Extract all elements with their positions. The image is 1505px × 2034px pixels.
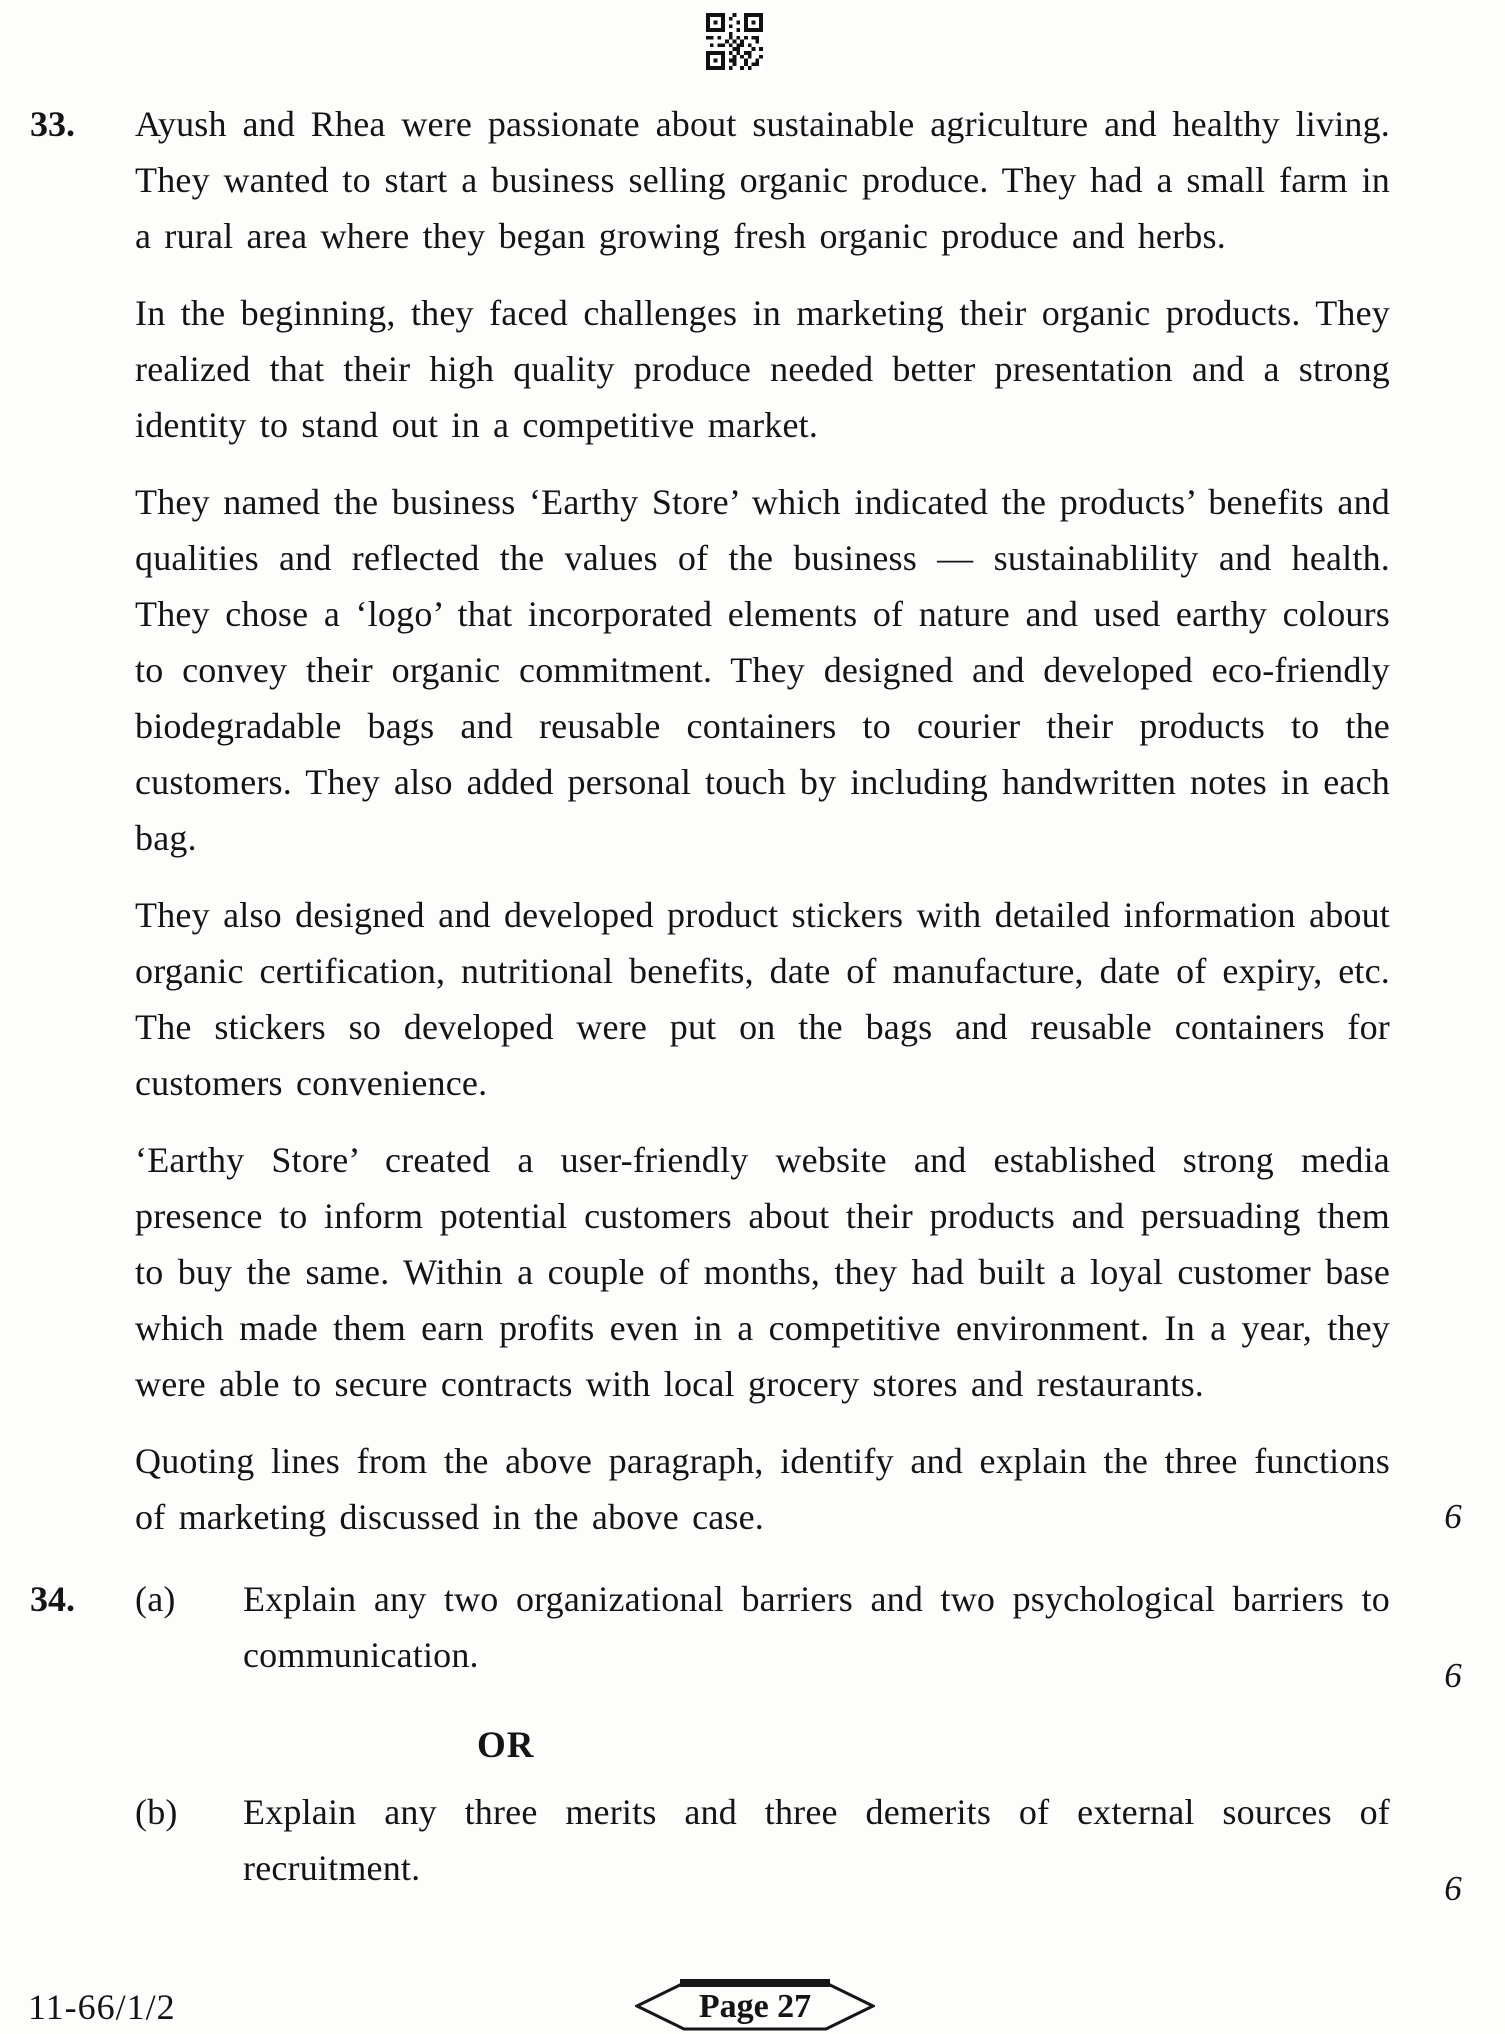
question-34-number: 34. bbox=[30, 1579, 75, 1619]
question-34-part-a bbox=[135, 1571, 1462, 1704]
part-a-marks: 6 bbox=[1444, 1656, 1462, 1695]
part-b-text: Explain any three merits and three demerits of external sources of recruitment. bbox=[243, 1792, 1390, 1888]
case-paragraph-3: They named the business ‘Earthy Store’ which indicated the products’ benefits and qualities and reflected the values of the business — sustainablility and health. They chose a ‘logo’ that incorporated elements of nature and used earthy colours to convey their organic commitment. They designed and developed eco-friendly biodegradable bags and reusable containers to courier their products to the customers. They also added personal touch by including handwritten notes in each bag. bbox=[135, 482, 1390, 858]
question-33-body bbox=[135, 96, 1462, 1545]
question-34-part-b bbox=[135, 1784, 1462, 1917]
part-b-marks: 6 bbox=[1444, 1869, 1462, 1908]
question-33 bbox=[30, 96, 1465, 1545]
page-content bbox=[30, 96, 1465, 1917]
question-33-marks: 6 bbox=[1444, 1497, 1462, 1536]
question-33-number: 33. bbox=[30, 104, 75, 144]
part-a-label: (a) bbox=[135, 1579, 176, 1619]
part-b-label: (b) bbox=[135, 1792, 178, 1832]
case-paragraph-5: ‘Earthy Store’ created a user-friendly website and established strong media presence to inform potential customers about their products and persuading them to buy the same. Within a couple of months, they had built a loyal customer base which made them earn profits even in a competitive environment. In a year, they were able to secure contracts with local grocery stores and restaurants. bbox=[135, 1140, 1390, 1404]
case-paragraph-1: Ayush and Rhea were passionate about sustainable agriculture and healthy living. They wanted to start a business selling organic produce. They had a small farm in a rural area where they began growing fresh organic produce and herbs. bbox=[135, 104, 1390, 256]
part-a-text: Explain any two organizational barriers and two psychological barriers to communication. bbox=[243, 1579, 1390, 1675]
or-separator: OR bbox=[477, 1725, 535, 1766]
case-paragraph-4: They also designed and developed product stickers with detailed information about organic certification, nutritional benefits, date of manufacture, date of expiry, etc. The stickers so developed were put on the bags and reusable containers for customers convenience. bbox=[135, 895, 1390, 1103]
qr-code-icon bbox=[706, 13, 763, 70]
question-33-prompt-row bbox=[135, 1433, 1462, 1545]
question-34 bbox=[30, 1571, 1465, 1917]
question-33-prompt: Quoting lines from the above paragraph, identify and explain the three functions of marketing discussed in the above case. bbox=[135, 1441, 1390, 1537]
case-paragraph-2: In the beginning, they faced challenges in marketing their organic products. They realized that their high quality produce needed better presentation and a strong identity to stand out in a competitive market. bbox=[135, 293, 1390, 445]
question-34-body bbox=[135, 1571, 1462, 1917]
page-number-badge bbox=[635, 1979, 875, 2033]
page-number-label: Page 27 bbox=[698, 1988, 812, 2025]
paper-code: 11-66/1/2 bbox=[28, 1987, 176, 2027]
